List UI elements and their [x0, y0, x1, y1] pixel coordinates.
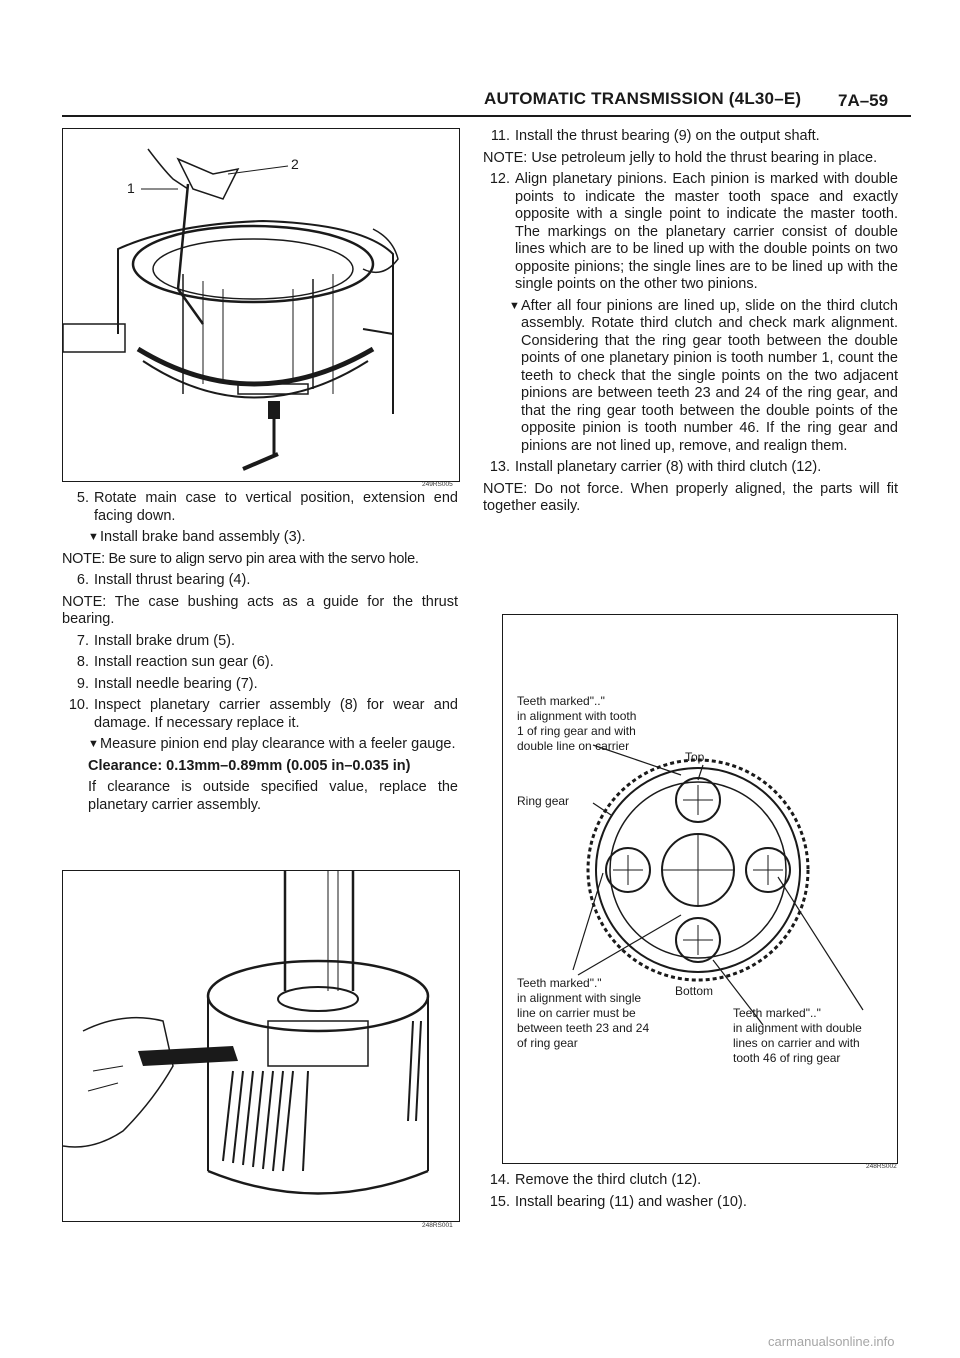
bullet-text: Measure pinion end play clearance with a feeler gauge.	[100, 736, 456, 752]
right-column-top	[483, 128, 898, 520]
step-number: 12.	[489, 171, 510, 187]
section-title: AUTOMATIC TRANSMISSION (4L30–E)	[484, 89, 802, 108]
bullet-text: Install brake band assembly (3).	[100, 529, 306, 545]
step-text: Install reaction sun gear (6).	[94, 654, 274, 670]
label-ring-gear: Ring gear	[517, 794, 570, 808]
note-servo: NOTE: Be sure to align servo pin area with the servo hole.	[62, 550, 419, 567]
step-12	[483, 171, 898, 294]
step-number: 11.	[490, 128, 510, 144]
step-15	[483, 1194, 898, 1212]
brake-band-illustration	[63, 129, 459, 481]
step-number: 5.	[76, 490, 89, 506]
figure-code-1: 249RS005	[422, 481, 453, 488]
label-teeth-single-2: in alignment with single	[517, 991, 642, 1005]
label-bottom: Bottom	[675, 984, 714, 998]
step-text: Inspect planetary carrier assembly (8) for wear and damage. If necessary replace it.	[94, 697, 458, 731]
figure-pinion-clearance	[62, 870, 460, 1222]
label-teeth-double-2: in alignment with tooth	[517, 709, 637, 723]
step-14	[483, 1172, 898, 1190]
note-do-not-force: NOTE: Do not force. When properly aligned, the parts will fit together easily.	[483, 480, 898, 514]
bullet-triangle-icon: ▼	[509, 299, 520, 312]
step-text: Install thrust bearing (4).	[94, 572, 251, 588]
bullet-align-pinions	[509, 298, 898, 456]
step-9	[62, 676, 458, 694]
step-number: 15.	[489, 1193, 510, 1210]
label-teeth-single-3: line on carrier must be	[517, 1006, 636, 1020]
site-watermark: carmanualsonline.info	[768, 1334, 895, 1349]
callout-1: 1	[127, 180, 135, 196]
planetary-alignment-diagram	[503, 615, 897, 1163]
step-5	[62, 490, 458, 525]
step-13	[483, 459, 898, 477]
step-number: 10.	[68, 697, 89, 713]
bullet-measure-pinion	[88, 736, 458, 754]
label-teeth-double-3: 1 of ring gear and with	[517, 724, 636, 738]
label-teeth-single-5: of ring gear	[517, 1036, 578, 1050]
step-text: Install bearing (11) and washer (10).	[515, 1193, 747, 1210]
step-text: Install brake drum (5).	[94, 632, 236, 649]
step-text: Install planetary carrier (8) with third clutch (12).	[515, 459, 822, 475]
pinion-clearance-illustration	[63, 871, 459, 1221]
label-teeth-single-1: Teeth marked"."	[517, 976, 602, 990]
step-text: Remove the third clutch (12).	[515, 1172, 702, 1188]
step-number: 9.	[76, 675, 89, 692]
page-number: 7A–59	[838, 91, 889, 110]
bullet-text: After all four pinions are lined up, slide on the third clutch assembly. Rotate third clutch and check mark alignment. Considering that the ring gear tooth between the double points of one planetary pinion is tooth number 1, count the teeth to check that the single points on the two adjacent pinions are between teeth 23 and 24 of the ring gear, and that the ring gear tooth between the double points of the opposite pinion is tooth number 46. If the ring gear and pinions are not lined up, remove, and realign them.	[521, 297, 898, 454]
label-teeth-46-3: lines on carrier and with	[733, 1036, 860, 1050]
step-number: 7.	[76, 632, 89, 649]
figure-code-2: 248RS001	[422, 1222, 453, 1229]
step-11	[483, 128, 898, 146]
step-6	[62, 572, 458, 590]
label-teeth-double-1: Teeth marked".."	[517, 694, 605, 708]
step-text: Install the thrust bearing (9) on the output shaft.	[515, 128, 820, 144]
callout-2: 2	[291, 156, 299, 172]
clearance-spec: Clearance: 0.13mm–0.89mm (0.005 in–0.035 in)	[88, 757, 411, 774]
label-teeth-46-1: Teeth marked".."	[733, 1006, 821, 1020]
label-teeth-single-4: between teeth 23 and 24	[517, 1021, 650, 1035]
bullet-triangle-icon: ▼	[88, 531, 99, 543]
step-number: 8.	[76, 654, 89, 670]
header-rule	[62, 115, 911, 117]
figure-code-3: 248RS002	[866, 1163, 897, 1170]
figure-brake-band	[62, 128, 460, 482]
step-10	[62, 697, 458, 732]
label-teeth-double-4: double line on carrier	[517, 739, 630, 753]
step-text: Rotate main case to vertical position, extension end facing down.	[94, 490, 458, 524]
bullet-triangle-icon: ▼	[88, 738, 99, 750]
step-8	[62, 654, 458, 672]
step-text: Install needle bearing (7).	[94, 675, 258, 692]
step-text: Align planetary pinions. Each pinion is marked with double points to indicate the master tooth space and exactly opposite with a single point to indicate the master tooth. The markings on the planetary carrier consist of double lines which are to be lined up with the double points on two opposite pinions; the single lines are to be lined up with the single points on the other two pinions.	[515, 171, 898, 292]
bullet-install-brake-band	[88, 529, 458, 547]
label-teeth-46-2: in alignment with double	[733, 1021, 862, 1035]
label-teeth-46-4: tooth 46 of ring gear	[733, 1051, 841, 1065]
clearance-note: If clearance is outside specified value, replace the planetary carrier assembly.	[88, 779, 458, 813]
label-top: Top	[685, 750, 705, 764]
left-column	[62, 490, 458, 818]
step-number: 13.	[489, 459, 510, 475]
note-case-bushing: NOTE: The case bushing acts as a guide for the thrust bearing.	[62, 593, 458, 627]
step-number: 14.	[489, 1172, 510, 1188]
right-column-bottom	[483, 1172, 898, 1215]
note-petroleum-jelly: NOTE: Use petroleum jelly to hold the thrust bearing in place.	[483, 149, 878, 166]
step-7	[62, 633, 458, 651]
figure-planetary-alignment	[502, 614, 898, 1164]
step-number: 6.	[76, 572, 89, 588]
